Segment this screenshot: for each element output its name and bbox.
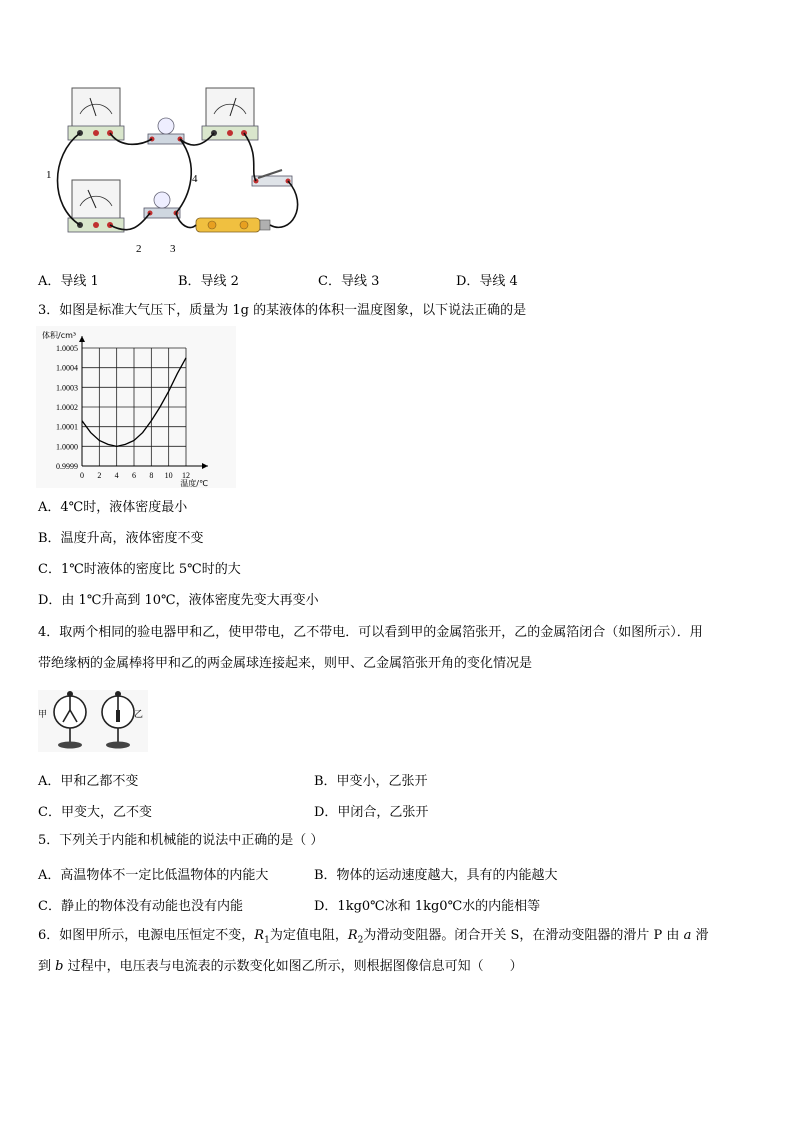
q4-option-d: D．甲闭合，乙张开 [314,805,429,820]
meter-top-right [202,88,258,140]
wire-label-3: 3 [170,243,176,255]
bulb-top [148,118,184,144]
q4-option-c: C．甲变大，乙不变 [38,805,152,820]
wire-4 [176,139,191,213]
q5-option-a: A．高温物体不一定比低温物体的内能大 [38,868,269,883]
q5-option-c: C．静止的物体没有动能也没有内能 [38,899,243,914]
q6-text-2b: 过程中，电压表与电流表的示数变化如图乙所示，则根据图像信息可知（ ） [67,959,523,974]
x-tick-label: 2 [97,471,102,480]
q3-option-d: D．由 1℃升高到 10℃，液体密度先变大再变小 [38,593,319,608]
y-tick-label: 1.0003 [56,383,78,393]
r1-subscript: 1 [264,935,270,946]
q3-option-b: B．温度升高，液体密度不变 [38,531,204,546]
q4-option-a: A．甲和乙都不变 [38,774,139,789]
var-b: b [55,959,64,974]
x-tick-label: 6 [132,471,136,480]
meter-top-left [68,88,124,140]
q2-option-b: B．导线 2 [178,274,239,289]
q2-option-c: C．导线 3 [318,274,380,289]
x-tick-label: 10 [164,471,173,480]
wire-label-2: 2 [136,243,142,255]
meter-bottom-left [68,180,124,232]
q6-text-1d: 滑 [695,928,709,943]
r1-symbol: R [254,928,265,943]
x-tick-label: 0 [80,471,84,480]
r2-subscript: 2 [357,935,364,946]
x-axis-label: 温度/℃ [180,479,208,488]
q3-volume-temperature-chart [36,326,236,488]
q5-option-d: D．1kg0℃冰和 1kg0℃水的内能相等 [314,899,541,914]
x-tick-label: 4 [114,471,119,480]
var-a: a [683,928,692,943]
wire-label-4: 4 [192,173,198,185]
label-yi: 乙 [134,710,144,720]
q4-option-b: B．甲变小，乙张开 [314,774,428,789]
q2-option-a: A．导线 1 [38,274,99,289]
circuit-figure [40,86,310,256]
q3-stem: 3．如图是标准大气压下，质量为 1g 的某液体的体积一温度图象，以下说法正确的是 [38,303,527,318]
q3-option-c: C．1℃时液体的密度比 5℃时的大 [38,562,241,577]
q5-option-b: B．物体的运动速度越大，具有的内能越大 [314,868,558,883]
wire-label-1: 1 [46,169,52,181]
q6-text-1a: 6．如图甲所示，电源电压恒定不变， [38,928,255,943]
wire-battery [270,181,298,227]
q6-stem-line1 [38,927,708,950]
y-tick-label: 1.0000 [56,442,78,452]
q6-text-1c: 为滑动变阻器。闭合开关 S，在滑动变阻器的滑片 P 由 [363,928,680,943]
q6-text-1b: 为定值电阻， [269,928,348,943]
q6-stem-line2 [38,958,523,976]
y-tick-label: 1.0004 [56,363,78,373]
q4-stem-line1: 4．取两个相同的验电器甲和乙，使甲带电，乙不带电．可以看到甲的金属箔张开，乙的金属箔闭合（如图所示）．用 [38,625,703,640]
q3-option-a: A．4℃时，液体密度最小 [38,500,188,515]
y-tick-label: 1.0005 [56,344,78,353]
q2-option-d: D．导线 4 [456,274,518,289]
electroscope-figure [38,690,148,752]
label-jia: 甲 [38,710,48,720]
x-tick-label: 12 [182,471,190,480]
y-tick-label: 0.9999 [56,462,78,471]
y-axis-label: 体积/cm³ [42,331,77,340]
r2-symbol: R [347,928,358,943]
y-tick-label: 1.0001 [56,422,78,432]
y-tick-label: 1.0002 [56,403,78,412]
q4-stem-line2: 带绝缘柄的金属棒将甲和乙的两金属球连接起来，则甲、乙金属箔张开角的变化情况是 [38,656,533,671]
battery [196,218,270,232]
q6-text-2a: 到 [38,959,52,974]
q5-stem: 5．下列关于内能和机械能的说法中正确的是（ ） [38,833,324,848]
x-tick-label: 8 [149,471,154,480]
switch [252,170,292,186]
